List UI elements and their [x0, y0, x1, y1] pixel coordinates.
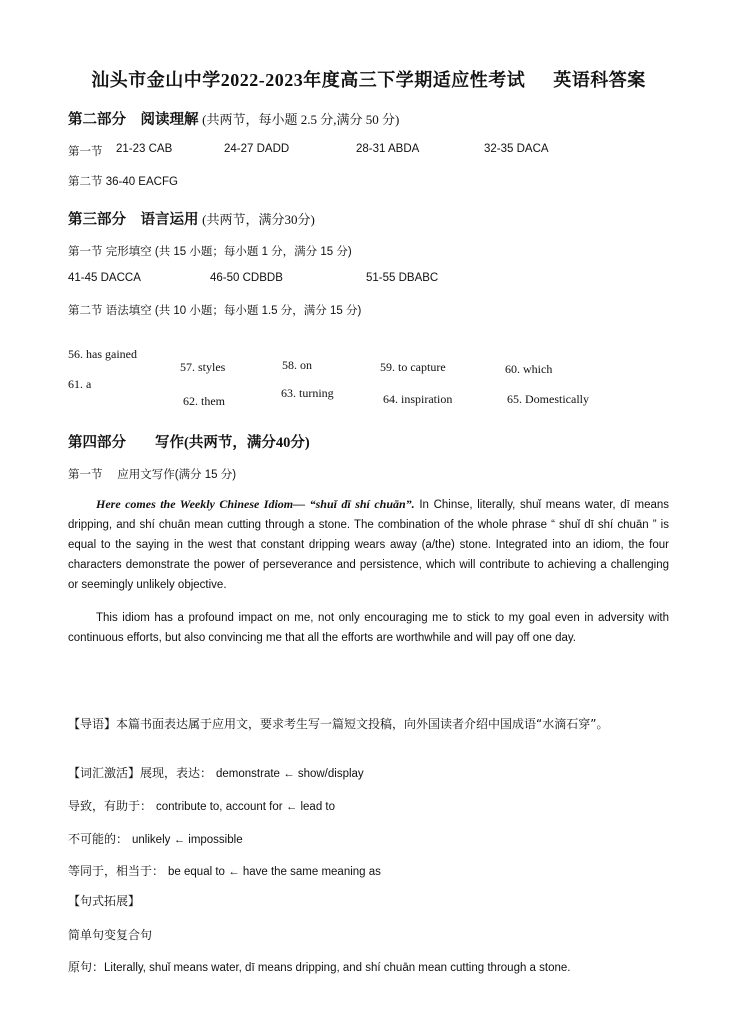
grammar-63: 63. turning [281, 386, 334, 400]
part3-heading-text: 第三部分 语言运用 [68, 212, 199, 228]
guide-text: 【导语】本篇书面表达属于应用文，要求考生写一篇短文投稿，向外国读者介绍中国成语“水滴石穿”。 [68, 717, 609, 731]
original-label: 原句： [68, 960, 105, 974]
vocab2-label: 导致，有助于： [68, 799, 153, 813]
grammar-59: 59. to capture [380, 360, 446, 374]
part2-note: (共两节，每小题 2.5 分,满分 50 分) [202, 112, 400, 127]
grammar-61: 61. a [68, 377, 92, 391]
part4-heading: 第四部分 写作(共两节，满分40分) [68, 435, 310, 451]
part2-sec2: 第二节 36-40 EACFG [68, 176, 178, 188]
part4-sec1: 第一节 应用文写作(满分 15 分) [68, 469, 237, 481]
original-sentence: Literally, shuǐ means water, dī means dripping, and shí chuān mean cutting through a stone. [104, 962, 571, 974]
title-subject: 英语科答案 [553, 70, 646, 90]
page-title [0, 66, 737, 92]
vocab-2: contribute to, account for ← lead to [156, 801, 336, 813]
grammar-57: 57. styles [180, 360, 226, 374]
vocab-1: demonstrate ← show/display [216, 768, 364, 780]
part3-heading [68, 208, 315, 229]
part3-sec1: 第一节 完形填空 (共 15 小题；每小题 1 分，满分 15 分) [68, 246, 352, 258]
sentence-label: 【句式拓展】 [68, 894, 141, 908]
answer-24-27: 24-27 DADD [224, 143, 290, 155]
cloze-46-50: 46-50 CDBDB [210, 272, 283, 284]
grammar-60: 60. which [505, 362, 553, 376]
essay-lead: Here comes the Weekly Chinese Idiom— “shuǐ dī shí chuān”. [96, 497, 415, 511]
cloze-41-45: 41-45 DACCA [68, 272, 141, 284]
answer-28-31: 28-31 ABDA [356, 143, 420, 155]
vocab-row-3 [68, 830, 243, 848]
vocab-label: 【词汇激活】展现，表达： [68, 766, 213, 780]
part2-sec1-label: 第一节 [68, 146, 103, 158]
part2-heading-text: 第二部分 阅读理解 [68, 112, 199, 128]
simple-to-complex: 简单句变复合句 [68, 928, 153, 942]
part3-sec2: 第二节 语法填空 (共 10 小题；每小题 1.5 分，满分 15 分) [68, 305, 362, 317]
original-sentence-row [68, 958, 570, 976]
title-main: 汕头市金山中学2022-2023年度高三下学期适应性考试 [91, 70, 526, 90]
grammar-64: 64. inspiration [383, 392, 453, 406]
vocab-4: be equal to ← have the same meaning as [168, 866, 381, 878]
part3-note: (共两节，满分30分) [202, 212, 315, 227]
vocab-row-4 [68, 862, 381, 880]
cloze-51-55: 51-55 DBABC [366, 272, 439, 284]
grammar-65: 65. Domestically [507, 392, 589, 406]
vocab-row-2 [68, 797, 335, 815]
answer-21-23: 21-23 CAB [116, 143, 173, 155]
part2-heading [68, 108, 399, 129]
vocab-row-1 [68, 764, 364, 782]
grammar-58: 58. on [282, 358, 312, 372]
grammar-56: 56. has gained [68, 347, 137, 361]
answer-32-35: 32-35 DACA [484, 143, 549, 155]
essay-paragraph-1 [68, 494, 669, 595]
vocab3-label: 不可能的： [68, 832, 129, 846]
vocab-3: unlikely ← impossible [132, 834, 243, 846]
grammar-62: 62. them [183, 394, 225, 408]
essay-paragraph-2: This idiom has a profound impact on me, not only encouraging me to stick to my goal even in adversity with continuous efforts, but also convincing me that all the efforts are worthwhile and will pay off one day. [68, 612, 669, 644]
vocab4-label: 等同于，相当于： [68, 864, 165, 878]
essay-body-1: In Chinse, literally, shuǐ means water, dī means dripping, and shí chuān mean cutting through a stone. The combination of the whole phrase “ shuǐ dī shí chuān ” is equal to the saying in the west that constant dripping wears away (a/the) stone. Integrated into an idiom, the four characters demonstrate the power of perseverance and persistence, which will contribute to achieving a challenging or seemingly unlikely objective. [68, 499, 670, 591]
